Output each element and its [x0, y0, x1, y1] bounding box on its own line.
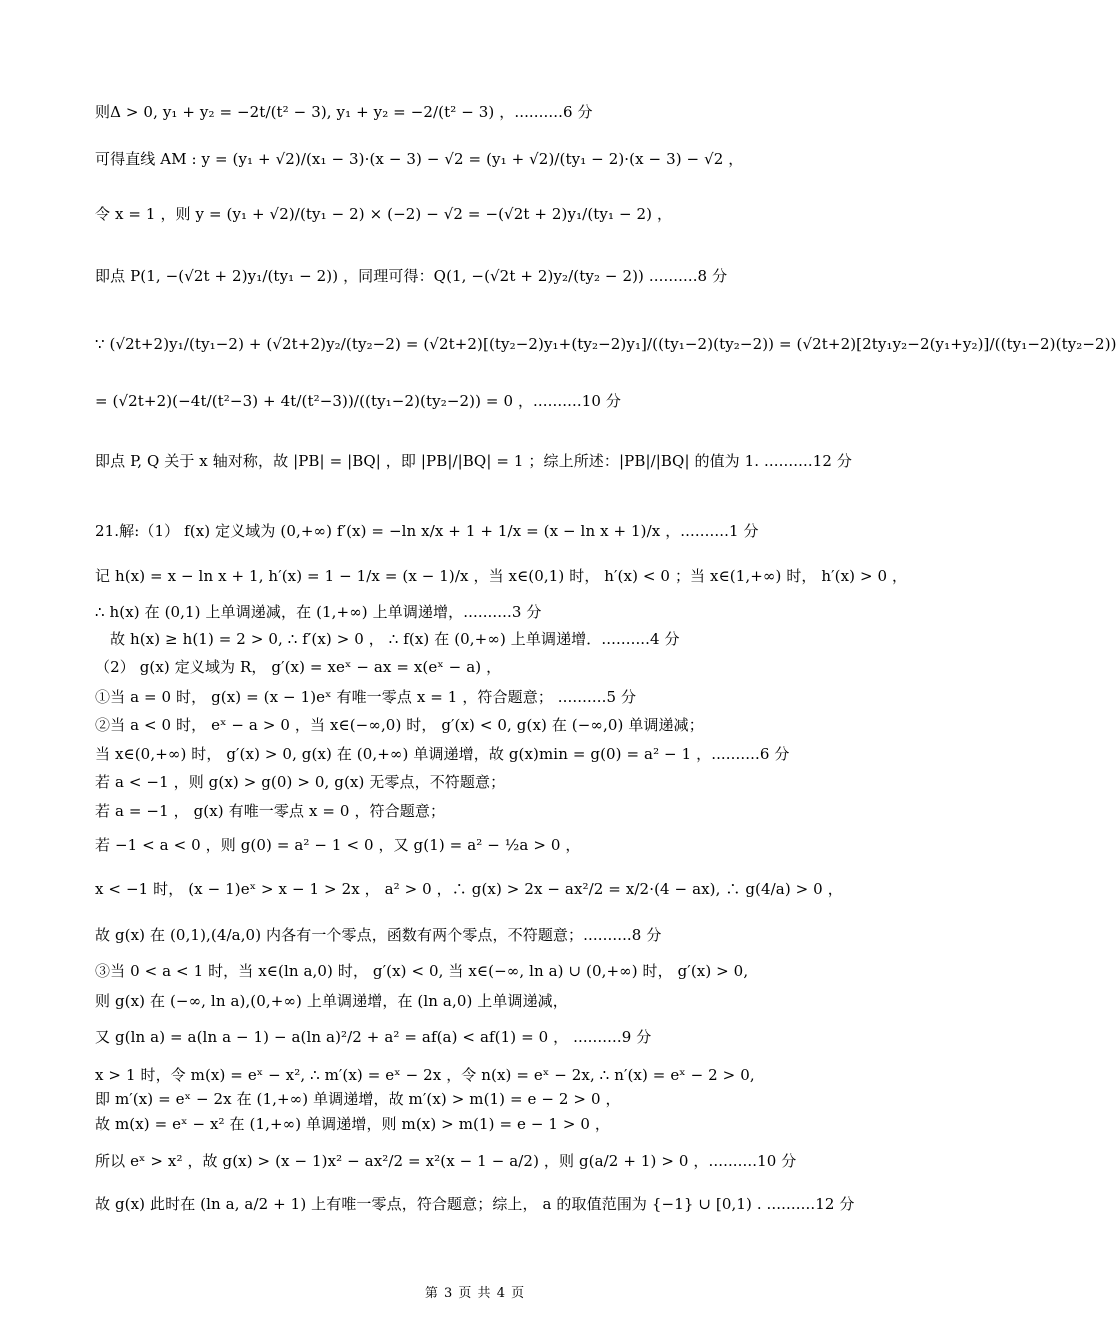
solution-line-23: 又 g(ln a) = a(ln a − 1) − a(ln a)²/2 + a² = af(a) < af(1) = 0 ， ..........9 分	[95, 1028, 652, 1046]
solution-line-21: ③当 0 < a < 1 时，当 x∈(ln a,0) 时， g′(x) < 0, 当 x∈(−∞, ln a) ∪ (0,+∞) 时， g′(x) > 0,	[95, 962, 749, 980]
solution-line-24: x > 1 时，令 m(x) = eˣ − x², ∴ m′(x) = eˣ − 2x ，令 n(x) = eˣ − 2x, ∴ n′(x) = eˣ − 2 > 0,	[95, 1066, 755, 1084]
solution-line-17: 若 a = −1 ， g(x) 有唯一零点 x = 0 ，符合题意；	[95, 802, 446, 820]
solution-line-3: 令 x = 1 ，则 y = (y₁ + √2)/(ty₁ − 2) × (−2) − √2 = −(√2t + 2)y₁/(ty₁ − 2) ，	[95, 205, 673, 223]
page-footer: 第 3 页 共 4 页	[424, 1286, 526, 1301]
solution-line-1: 则Δ > 0, y₁ + y₂ = −2t/(t² − 3), y₁ + y₂ = −2/(t² − 3) ，..........6 分	[95, 103, 593, 121]
solution-line-15: 当 x∈(0,+∞) 时， g′(x) > 0, g(x) 在 (0,+∞) 单调递增，故 g(x)min = g(0) = a² − 1 ，..........6 分	[95, 745, 790, 763]
solution-line-25: 即 m′(x) = eˣ − 2x 在 (1,+∞) 单调递增，故 m′(x) > m(1) = e − 2 > 0 ，	[95, 1090, 621, 1108]
solution-line-14: ②当 a < 0 时， eˣ − a > 0 ，当 x∈(−∞,0) 时， g′(x) < 0, g(x) 在 (−∞,0) 单调递减；	[95, 716, 704, 734]
solution-line-19: x < −1 时， (x − 1)eˣ > x − 1 > 2x ， a² > 0 ，∴ g(x) > 2x − ax²/2 = x/2·(4 − ax), ∴ g(4/a) > 0 ，	[95, 880, 843, 898]
solution-line-22: 则 g(x) 在 (−∞, ln a),(0,+∞) 上单调递增，在 (ln a,0) 上单调递减，	[95, 992, 568, 1010]
solution-line-9: 记 h(x) = x − ln x + 1, h′(x) = 1 − 1/x = (x − 1)/x ，当 x∈(0,1) 时， h′(x) < 0 ；当 x∈(1,+∞) 时， h′(x) > 0 ，	[95, 567, 908, 585]
solution-line-6: = (√2t+2)(−4t/(t²−3) + 4t/(t²−3))/((ty₁−2)(ty₂−2)) = 0 ，..........10 分	[95, 392, 621, 410]
problem-21-header: 21.解:（1） f(x) 定义域为 (0,+∞) f′(x) = −ln x/x + 1 + 1/x = (x − ln x + 1)/x ，..........1 分	[95, 522, 759, 540]
solution-line-2: 可得直线 AM : y = (y₁ + √2)/(x₁ − 3)·(x − 3) − √2 = (y₁ + √2)/(ty₁ − 2)·(x − 3) − √2 ，	[95, 150, 744, 168]
solution-line-20: 故 g(x) 在 (0,1),(4/a,0) 内各有一个零点，函数有两个零点，不符题意；..........8 分	[95, 926, 662, 944]
solution-line-13: ①当 a = 0 时， g(x) = (x − 1)eˣ 有唯一零点 x = 1 ，符合题意； ..........5 分	[95, 688, 637, 706]
solution-line-11: 故 h(x) ≥ h(1) = 2 > 0, ∴ f′(x) > 0 ， ∴ f(x) 在 (0,+∞) 上单调递增．..........4 分	[110, 630, 680, 648]
solution-line-26: 故 m(x) = eˣ − x² 在 (1,+∞) 单调递增，则 m(x) > m(1) = e − 1 > 0 ，	[95, 1115, 611, 1133]
solution-line-7: 即点 P, Q 关于 x 轴对称，故 |PB| = |BQ| ，即 |PB|/|BQ| = 1 ；综上所述：|PB|/|BQ| 的值为 1. ..........12 分	[95, 452, 852, 470]
solution-line-16: 若 a < −1 ，则 g(x) > g(0) > 0, g(x) 无零点，不符题意；	[95, 773, 506, 791]
solution-line-12: （2） g(x) 定义域为 R， g′(x) = xeˣ − ax = x(eˣ − a) ，	[95, 658, 502, 676]
solution-line-10: ∴ h(x) 在 (0,1) 上单调递减，在 (1,+∞) 上单调递增，..........3 分	[95, 603, 542, 621]
solution-line-28: 故 g(x) 此时在 (ln a, a/2 + 1) 上有唯一零点，符合题意；综上， a 的取值范围为 {−1} ∪ [0,1) . ..........12 分	[95, 1195, 855, 1213]
solution-line-18: 若 −1 < a < 0 ，则 g(0) = a² − 1 < 0 ，又 g(1) = a² − ½a > 0 ，	[95, 836, 581, 854]
solution-line-4: 即点 P(1, −(√2t + 2)y₁/(ty₁ − 2)) ，同理可得：Q(1, −(√2t + 2)y₂/(ty₂ − 2)) ..........8 分	[95, 267, 728, 285]
solution-line-27: 所以 eˣ > x² ，故 g(x) > (x − 1)x² − ax²/2 = x²(x − 1 − a/2) ，则 g(a/2 + 1) > 0 ，..........10 分	[95, 1152, 797, 1170]
solution-line-5: ∵ (√2t+2)y₁/(ty₁−2) + (√2t+2)y₂/(ty₂−2) = (√2t+2)[(ty₂−2)y₁+(ty₂−2)y₁]/((ty₁−2)(ty₂−2)) = (√2t+2)[2ty₁y₂−2(y₁+y₂)]/((ty₁−2)(ty₂−2))	[95, 335, 1117, 353]
